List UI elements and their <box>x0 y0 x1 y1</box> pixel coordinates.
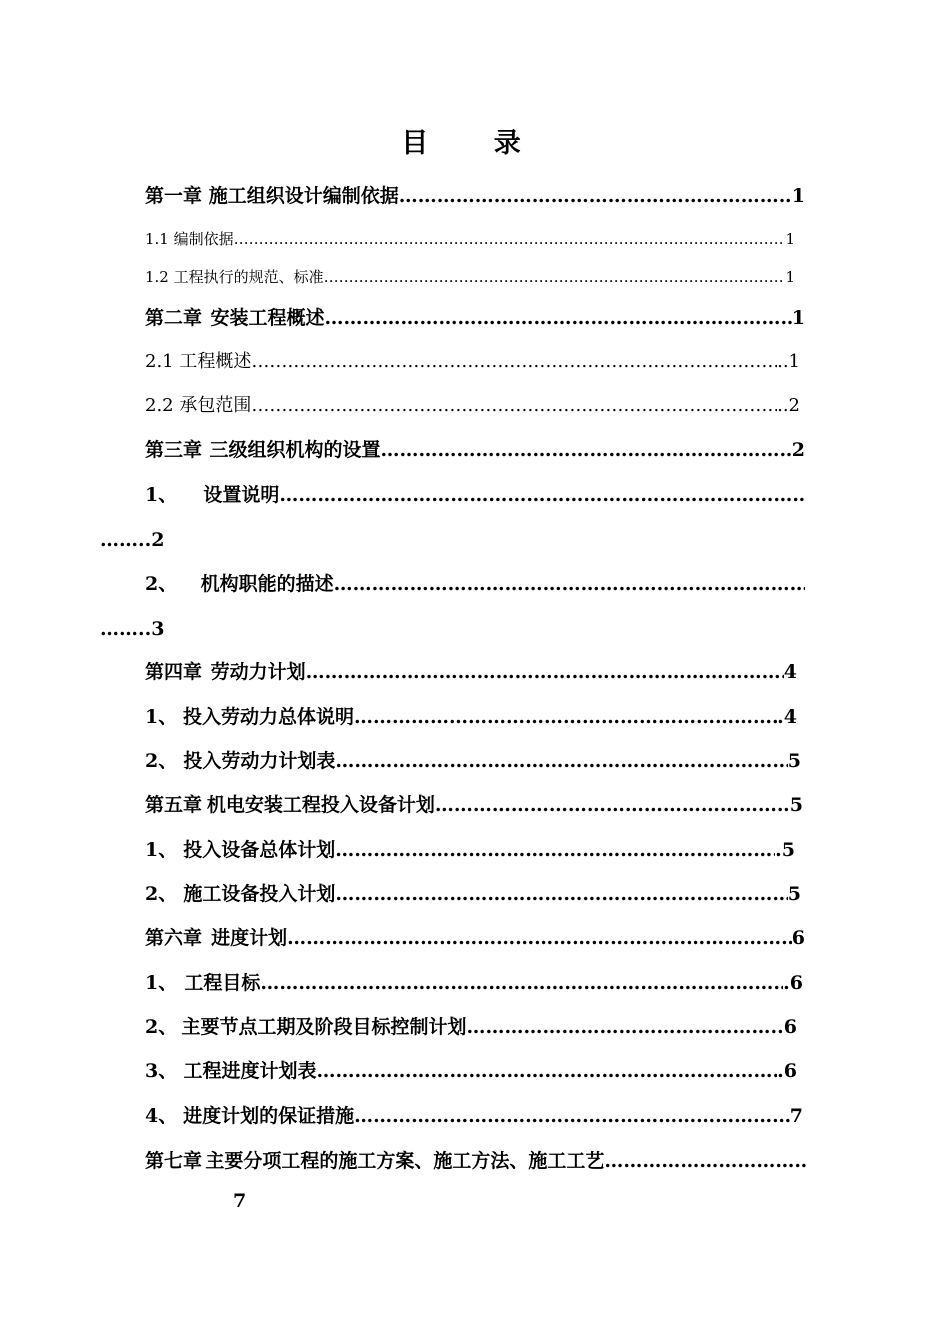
toc-page-number: .4 <box>777 706 797 728</box>
toc-entry-chapter-7-page: 7 <box>233 1190 247 1212</box>
toc-page-number: .5 <box>775 839 795 861</box>
toc-entry-number: 2、 <box>145 883 178 905</box>
toc-page-number: .6 <box>783 972 803 994</box>
toc-entry-number: 1、 <box>145 706 178 728</box>
toc-page-number: 5 <box>787 750 801 772</box>
toc-entry-4-2[interactable] <box>145 748 801 774</box>
toc-page-number: 2 <box>791 439 805 461</box>
dot-leader <box>251 393 777 419</box>
toc-entry-label: 劳动力计划 <box>210 661 306 683</box>
toc-entry-label: 投入劳动力计划表 <box>183 750 336 772</box>
toc-entry-chapter-2[interactable] <box>145 305 805 331</box>
toc-entry-label: 三级组织机构的设置 <box>209 439 381 461</box>
toc-entry-label: 进度计划的保证措施 <box>183 1105 355 1127</box>
toc-entry-number: 1、 <box>145 484 178 506</box>
toc-entry-6-1[interactable] <box>145 970 803 996</box>
toc-page-number: 4 <box>783 661 797 683</box>
toc-entry-label: 2.2 承包范围 <box>145 395 252 416</box>
toc-entry-1-1[interactable] <box>145 226 795 252</box>
toc-entry-number: 第一章 <box>145 185 203 207</box>
toc-entry-3-2[interactable] <box>145 571 805 597</box>
dot-leader <box>287 925 792 951</box>
dot-leader <box>306 659 784 685</box>
toc-entry-chapter-4[interactable] <box>145 659 797 685</box>
dot-leader <box>234 226 786 252</box>
toc-title: 目 录 <box>401 128 549 159</box>
toc-entry-chapter-3[interactable] <box>145 437 805 463</box>
toc-page-number: 1 <box>791 185 805 207</box>
toc-entry-label: 施工组织设计编制依据… <box>208 185 418 207</box>
dot-leader <box>334 571 805 597</box>
toc-entry-chapter-5[interactable] <box>145 792 803 818</box>
toc-entry-label: 2.1 工程概述 <box>145 351 252 372</box>
dot-leader <box>316 1058 777 1084</box>
toc-page-number: .6 <box>777 1016 797 1038</box>
dot-leader <box>418 183 792 209</box>
toc-entry-2-1[interactable] <box>145 349 800 375</box>
toc-page-number: 1 <box>785 268 795 286</box>
dot-leader <box>354 704 777 730</box>
toc-entry-1-2[interactable] <box>145 264 795 290</box>
toc-entry-number: 2、 <box>145 1016 178 1038</box>
toc-entry-label: 进度计划 <box>211 927 288 949</box>
toc-entry-6-4[interactable] <box>145 1103 803 1129</box>
toc-entry-3-1[interactable] <box>145 482 805 508</box>
toc-entry-number: 1、 <box>145 972 178 994</box>
toc-entry-6-3[interactable] <box>145 1058 797 1084</box>
toc-entry-6-2[interactable] <box>145 1014 797 1040</box>
toc-entry-label: 1.2 工程执行的规范、标准 <box>145 268 324 286</box>
toc-entry-number: 第三章 <box>145 439 203 461</box>
dot-leader <box>623 1148 807 1174</box>
toc-entry-number: 第二章 <box>145 307 203 329</box>
toc-entry-label: 主要节点工期及阶段目标控制计划 <box>181 1016 467 1038</box>
toc-entry-label: 工程进度计划表 <box>183 1060 317 1082</box>
toc-entry-5-1[interactable] <box>145 837 795 863</box>
toc-entry-chapter-6[interactable] <box>145 925 805 951</box>
dot-leader <box>324 305 791 331</box>
dot-leader <box>335 748 787 774</box>
toc-entry-number: 2、 <box>145 750 178 772</box>
dot-leader <box>335 837 775 863</box>
toc-entry-label: 设置说明 <box>203 484 280 506</box>
toc-entry-label: 1.1 编制依据 <box>145 230 234 248</box>
toc-page-number: 5 <box>789 794 803 816</box>
toc-page-number: .6 <box>777 1060 797 1082</box>
toc-entry-label: 工程目标 <box>184 972 261 994</box>
toc-entry-chapter-7[interactable] <box>145 1148 807 1174</box>
dot-leader <box>260 970 783 996</box>
toc-page-number: 1 <box>785 230 795 248</box>
toc-entry-number: 第四章 <box>145 661 203 683</box>
toc-entry-label: 安装工程概述 <box>210 307 325 329</box>
dot-leader <box>354 1103 790 1129</box>
toc-entry-label: 施工设备投入计划 <box>183 883 336 905</box>
toc-entry-number: 第六章 <box>145 927 203 949</box>
toc-entry-3-1-continuation: ……..2 <box>100 529 165 551</box>
toc-page-number: 5 <box>787 883 801 905</box>
toc-page-number: ..2 <box>777 395 800 416</box>
dot-leader <box>324 264 786 290</box>
toc-entry-label: 机构职能的描述 <box>200 573 334 595</box>
toc-entry-number: 2、 <box>145 573 178 595</box>
dot-leader <box>466 1014 777 1040</box>
toc-entry-number: 4、 <box>145 1105 178 1127</box>
toc-page-number: 1 <box>791 307 805 329</box>
toc-page-number: 7 <box>789 1105 803 1127</box>
toc-page-number: 6 <box>791 927 805 949</box>
toc-entry-label: 主要分项工程的施工方案、施工方法、施工工艺… <box>205 1150 624 1172</box>
toc-entry-label: 投入劳动力总体说明 <box>182 706 354 728</box>
dot-leader <box>435 792 790 818</box>
dot-leader <box>380 437 791 463</box>
toc-entry-chapter-1[interactable] <box>145 183 805 209</box>
toc-entry-4-1[interactable] <box>145 704 797 730</box>
dot-leader <box>279 482 805 508</box>
dot-leader <box>251 349 777 375</box>
toc-entry-5-2[interactable] <box>145 881 801 907</box>
toc-entry-label: 投入设备总体计划 <box>183 839 336 861</box>
toc-entry-number: 第七章 <box>145 1150 203 1172</box>
toc-entry-3-2-continuation: ……..3 <box>100 618 165 640</box>
toc-entry-number: 1、 <box>145 839 178 861</box>
toc-entry-number: 第五章 <box>145 794 203 816</box>
dot-leader <box>335 881 787 907</box>
toc-entry-label: 机电安装工程投入设备计划 <box>206 794 435 816</box>
toc-entry-number: 3、 <box>145 1060 178 1082</box>
toc-entry-2-2[interactable] <box>145 393 800 419</box>
toc-page-number: ..1 <box>777 351 800 372</box>
